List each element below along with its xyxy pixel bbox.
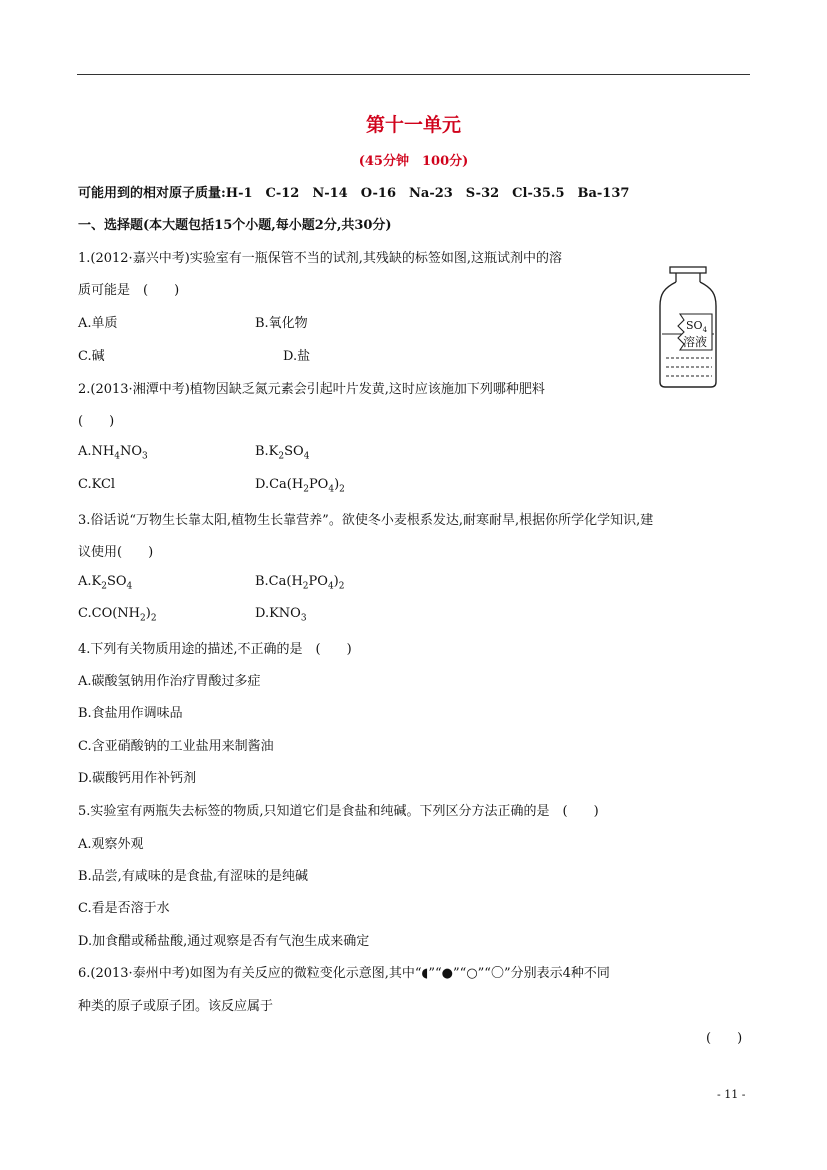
q1-option-c: C.碱 bbox=[78, 349, 105, 364]
q4-option-a: A.碳酸氢钠用作治疗胃酸过多症 bbox=[78, 674, 261, 689]
q1-option-a: A.单质 bbox=[78, 316, 118, 331]
page-title: 第十一单元 bbox=[365, 114, 461, 136]
q3-option-a: $A.K_2SO_4$ bbox=[78, 574, 133, 592]
q1-option-d: D.盐 bbox=[283, 349, 311, 364]
page-subtitle: (45分钟 100分) bbox=[358, 154, 469, 169]
q6-stem-line2: 种类的原子或原子团。该反应属于 bbox=[78, 999, 274, 1014]
q3-stem-line1: 3.俗话说“万物生长靠太阳,植物生长靠营养”。欲使冬小麦根系发达,耐寒耐旱,根据你所学化学知识,建 bbox=[78, 513, 654, 528]
label-formula: $SO_4$ bbox=[686, 319, 708, 334]
atomic-masses: 可能用到的相对原子质量:H-1 C-12 N-14 O-16 Na-23 S-32 Cl-35.5 Ba-137 bbox=[78, 186, 630, 201]
q6-answer-paren: ( ) bbox=[706, 1031, 743, 1046]
label-solution: 溶液 bbox=[683, 335, 708, 349]
q1-option-b: B.氧化物 bbox=[255, 316, 308, 331]
page-number: - 11 - bbox=[717, 1088, 746, 1101]
q2-stem-line1: 2.(2013·湘潭中考)植物因缺乏氮元素会引起叶片发黄,这时应该施加下列哪种肥料 bbox=[78, 382, 545, 397]
q3-option-c: $C.CO(NH_2)_2$ bbox=[78, 606, 157, 624]
q6-stem-line1: 6.(2013·泰州中考)如图为有关反应的微粒变化示意图,其中“◖”“●”“○”“〇”分别表示4种不同 bbox=[78, 966, 610, 981]
q2-option-a: $A.NH_4NO_3$ bbox=[78, 444, 148, 462]
q5-option-c: C.看是否溶于水 bbox=[78, 901, 170, 916]
q1-stem-line2: 质可能是 ( ) bbox=[78, 283, 180, 298]
q2-option-b: $B.K_2SO_4$ bbox=[255, 444, 310, 462]
header-rule bbox=[77, 74, 750, 75]
reagent-bottle-figure bbox=[656, 266, 720, 394]
reagent-bottle-icon bbox=[656, 266, 720, 390]
q4-stem: 4.下列有关物质用途的描述,不正确的是 ( ) bbox=[78, 642, 352, 657]
q2-stem-line2: ( ) bbox=[78, 414, 115, 429]
q4-option-d: D.碳酸钙用作补钙剂 bbox=[78, 771, 197, 786]
q4-option-c: C.含亚硝酸钠的工业盐用来制酱油 bbox=[78, 739, 274, 754]
q5-option-d: D.加食醋或稀盐酸,通过观察是否有气泡生成来确定 bbox=[78, 934, 370, 949]
q3-stem-line2: 议使用( ) bbox=[78, 545, 154, 560]
section-heading: 一、选择题(本大题包括15个小题,每小题2分,共30分) bbox=[78, 218, 392, 233]
q5-option-a: A.观察外观 bbox=[78, 837, 144, 852]
q3-option-b: $B.Ca(H_2PO_4)_2$ bbox=[255, 574, 345, 592]
q5-option-b: B.品尝,有咸味的是食盐,有涩味的是纯碱 bbox=[78, 869, 308, 884]
q3-option-d: $D.KNO_3$ bbox=[255, 606, 307, 624]
q2-option-c: C.KCl bbox=[78, 477, 116, 492]
q2-option-d: $D.Ca(H_2PO_4)_2$ bbox=[255, 477, 345, 495]
q5-stem: 5.实验室有两瓶失去标签的物质,只知道它们是食盐和纯碱。下列区分方法正确的是 ( ) bbox=[78, 804, 599, 819]
q1-stem-line1: 1.(2012·嘉兴中考)实验室有一瓶保管不当的试剂,其残缺的标签如图,这瓶试剂中的溶 bbox=[78, 251, 563, 266]
q4-option-b: B.食盐用作调味品 bbox=[78, 706, 183, 721]
